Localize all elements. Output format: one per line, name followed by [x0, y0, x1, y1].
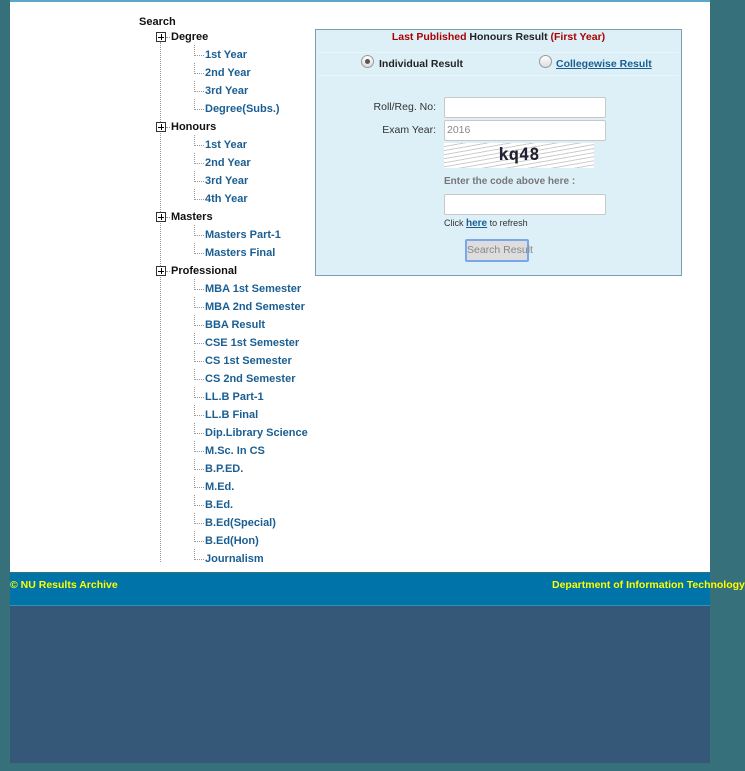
tree-connector [194, 225, 204, 236]
tree-item-link[interactable] [139, 370, 309, 388]
tree-group-label: Masters [171, 211, 213, 223]
tree-connector [194, 405, 204, 416]
tree-item-link[interactable] [139, 172, 309, 190]
result-type-row [318, 52, 679, 76]
collegewise-result-radio[interactable] [539, 55, 552, 68]
tree-item-link[interactable] [139, 136, 309, 154]
individual-result-radio[interactable] [361, 55, 374, 68]
tree-connector [194, 387, 204, 398]
tree-item-link[interactable] [139, 244, 309, 262]
tree-item-link[interactable] [139, 406, 309, 424]
tree-connector [194, 135, 204, 146]
tree-connector [166, 270, 170, 272]
tree-item-link[interactable] [139, 478, 309, 496]
tree-item-link[interactable] [139, 82, 309, 100]
title-part-a: Last Published [391, 31, 467, 43]
tree-item-link[interactable] [139, 442, 309, 460]
footer-department: Department of Information Technology [552, 579, 745, 591]
tree-connector [194, 531, 204, 542]
expand-icon[interactable] [156, 212, 166, 222]
tree-connector [194, 81, 204, 92]
content-area [10, 2, 710, 572]
tree-connector [194, 477, 204, 488]
tree-connector [194, 369, 204, 380]
tree-item-link[interactable] [139, 496, 309, 514]
tree-item-label: M.Ed. [205, 481, 235, 493]
tree-item-label: CSE 1st Semester [205, 337, 300, 349]
footer-copyright: © NU Results Archive [10, 579, 118, 591]
tree-item-label: 1st Year [205, 49, 248, 61]
individual-result-label[interactable]: Individual Result [379, 58, 464, 70]
tree-group-professional[interactable] [139, 262, 309, 280]
tree-item-label: 2nd Year [205, 157, 251, 169]
tree-item-link[interactable] [139, 316, 309, 334]
roll-input[interactable] [444, 97, 606, 118]
exam-year-label: Exam Year: [382, 124, 436, 136]
tree-item-label: CS 1st Semester [205, 355, 292, 367]
tree-connector [194, 495, 204, 506]
tree-item-link[interactable] [139, 424, 309, 442]
tree-connector [194, 315, 204, 326]
tree-connector [166, 216, 170, 218]
tree-item-link[interactable] [139, 280, 309, 298]
tree-item-label: Journalism [205, 553, 264, 565]
tree-item-label: M.Sc. In CS [205, 445, 265, 457]
tree-item-label: B.Ed. [205, 499, 234, 511]
tree-connector [194, 189, 204, 200]
tree-item-label: BBA Result [205, 319, 266, 331]
tree-item-label: 2nd Year [205, 67, 251, 79]
tree-connector [194, 333, 204, 344]
tree-item-link[interactable] [139, 226, 309, 244]
tree-item-label: 1st Year [205, 139, 248, 151]
tree-item-link[interactable] [139, 532, 309, 550]
tree-connector [166, 36, 170, 38]
tree-item-link[interactable] [139, 298, 309, 316]
captcha-label: Enter the code above here : [444, 176, 576, 187]
result-search-form [315, 29, 682, 276]
tree-group-degree[interactable] [139, 28, 309, 46]
tree-item-link[interactable] [139, 154, 309, 172]
expand-icon[interactable] [156, 122, 166, 132]
tree-item-link[interactable] [139, 64, 309, 82]
lower-band [10, 606, 710, 763]
expand-icon[interactable] [156, 32, 166, 42]
tree-item-label: B.P.ED. [205, 463, 244, 475]
refresh-suffix: to refresh [487, 218, 528, 228]
tree-item-link[interactable] [139, 334, 309, 352]
tree-connector [194, 513, 204, 524]
tree-item-label: 3rd Year [205, 85, 249, 97]
tree-item-label: MBA 1st Semester [205, 283, 302, 295]
tree-connector [194, 549, 204, 560]
tree-item-link[interactable] [139, 514, 309, 532]
tree-item-label: CS 2nd Semester [205, 373, 296, 385]
tree-connector [194, 63, 204, 74]
tree-connector [194, 171, 204, 182]
tree-item-label: LL.B Final [205, 409, 259, 421]
tree-item-label: LL.B Part-1 [205, 391, 264, 403]
tree-connector [194, 351, 204, 362]
tree-item-link[interactable] [139, 550, 309, 568]
tree-connector [194, 423, 204, 434]
tree-item-link[interactable] [139, 388, 309, 406]
tree-item-link[interactable] [139, 352, 309, 370]
tree-connector [194, 297, 204, 308]
tree-item-link[interactable] [139, 190, 309, 208]
tree-item-label: Degree(Subs.) [205, 103, 280, 115]
tree-item-link[interactable] [139, 100, 309, 118]
tree-group-label: Honours [171, 121, 217, 133]
tree-item-label: MBA 2nd Semester [205, 301, 305, 313]
refresh-captcha-link[interactable]: here [466, 218, 488, 229]
tree-connector [194, 99, 204, 110]
title-part-b: Honours Result [466, 31, 551, 43]
refresh-prefix: Click [444, 218, 466, 228]
footer [10, 573, 745, 606]
tree-connector [194, 243, 204, 254]
collegewise-result-link[interactable]: Collegewise Result [556, 58, 652, 70]
refresh-text [444, 217, 528, 230]
tree-connector [166, 126, 170, 128]
tree-item-label: 3rd Year [205, 175, 249, 187]
captcha-input[interactable] [444, 194, 606, 215]
tree-root-search: Search [139, 16, 176, 28]
tree-item-label: B.Ed(Hon) [205, 535, 259, 547]
tree-item-link[interactable] [139, 460, 309, 478]
roll-label: Roll/Reg. No: [373, 101, 436, 113]
tree-connector [194, 441, 204, 452]
title-part-c: (First Year) [550, 31, 606, 43]
tree-item-label: Masters Final [205, 247, 276, 259]
tree-item-link[interactable] [139, 46, 309, 64]
exam-year-input[interactable]: 2016 [444, 120, 606, 141]
search-result-button[interactable]: Search Result [465, 239, 529, 262]
tree-group-masters[interactable] [139, 208, 309, 226]
tree-item-label: Masters Part-1 [205, 229, 281, 241]
tree-group-label: Professional [171, 265, 238, 277]
result-tree [139, 16, 309, 568]
tree-groups [139, 28, 309, 568]
tree-group-label: Degree [171, 31, 209, 43]
captcha-image: kq48 [444, 143, 594, 168]
tree-connector [194, 459, 204, 470]
tree-connector [194, 45, 204, 56]
tree-group-honours[interactable] [139, 118, 309, 136]
expand-icon[interactable] [156, 266, 166, 276]
tree-item-label: 4th Year [205, 193, 248, 205]
form-title [316, 31, 681, 44]
tree-connector [194, 153, 204, 164]
tree-item-label: B.Ed(Special) [205, 517, 276, 529]
tree-item-label: Dip.Library Science [205, 427, 308, 439]
tree-connector [194, 279, 204, 290]
